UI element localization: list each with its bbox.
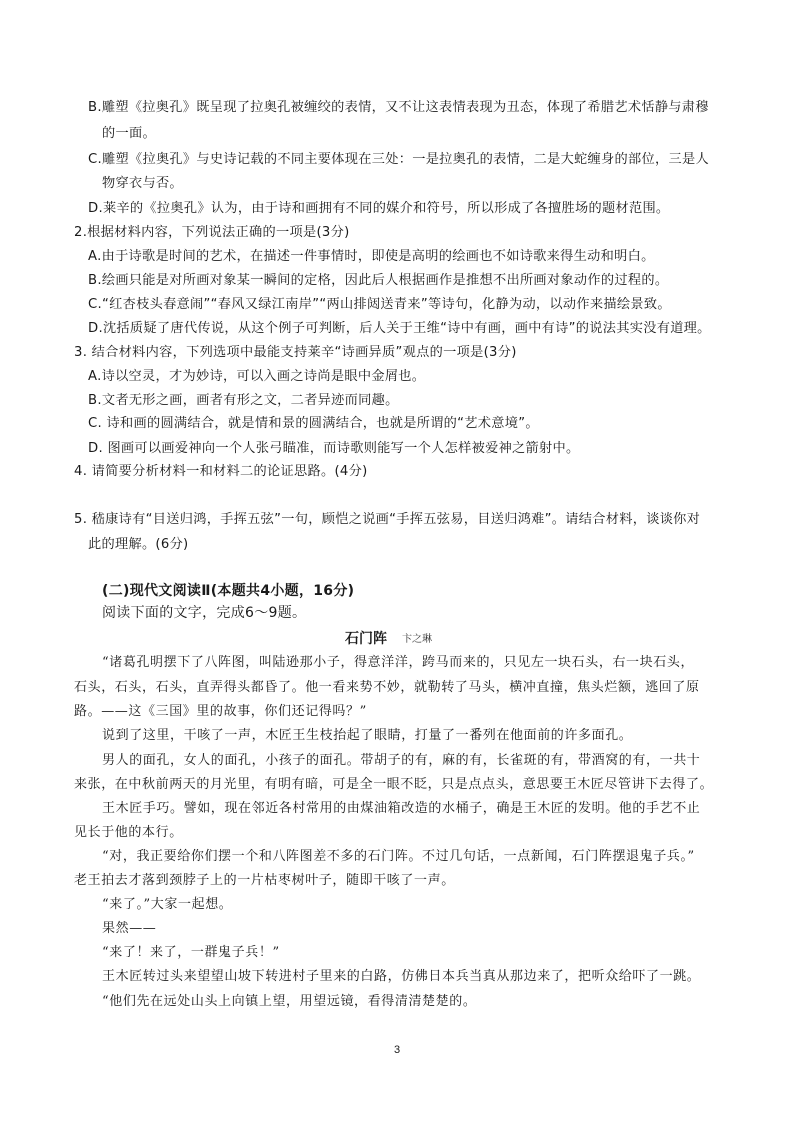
story-line: “来了。”大家一起想。 <box>102 897 233 912</box>
q1-option-b-line1: B.雕塑《拉奥孔》既呈现了拉奥孔被缠绞的表情，又不让这表情表现为丑态，体现了希腊艺术恬静与肃穆 <box>88 100 709 115</box>
story-line: “他们先在远处山头上向镇上望，用望远镜，看得清清楚楚的。 <box>102 994 477 1009</box>
story-line: 老王拍去才落到颈脖子上的一片枯枣树叶子，随即干咳了一声。 <box>74 873 455 888</box>
page-number: 3 <box>394 1044 401 1056</box>
story-title: 石门阵 <box>345 631 387 647</box>
story-line: 说到了这里，干咳了一声，木匠王生枝抬起了眼睛，打量了一番列在他面前的许多面孔。 <box>102 728 633 743</box>
section-heading: (二)现代文阅读Ⅱ(本题共4小题，16分) <box>102 583 355 599</box>
story-line: 路。——这《三国》里的故事，你们还记得吗？” <box>74 704 367 719</box>
q1-option-c-line1: C.雕塑《拉奥孔》与史诗记载的不同主要体现在三处：一是拉奥孔的表情，二是大蛇缠身的部位，三是人 <box>88 152 709 167</box>
story-line: 石头，石头，石头，直弄得头都昏了。他一看来势不妙，就勒转了马头，横冲直撞，焦头烂额，逃回了原 <box>74 680 700 695</box>
story-line: 王木匠手巧。譬如，现在邻近各村常用的由煤油箱改造的水桶子，确是王木匠的发明。他的手艺不止 <box>102 801 701 816</box>
q3-option-c: C. 诗和画的圆满结合，就是情和景的圆满结合，也就是所谓的“艺术意境”。 <box>88 416 539 431</box>
story-line: “诸葛孔明摆下了八阵图，叫陆逊那小子，得意洋洋，跨马而来的，只见左一块石头，右一块石头， <box>102 655 695 670</box>
story-line: “来了！来了，一群鬼子兵！” <box>102 945 280 960</box>
q2-option-c: C.“红杏枝头春意闹”“春风又绿江南岸”“两山排闼送青来”等诗句，化静为动，以动作来描绘景致。 <box>88 297 671 312</box>
story-line: 果然—— <box>102 921 157 936</box>
story-line: 王木匠转过头来望望山坡下转进村子里来的白路，仿佛日本兵当真从那边来了，把听众给吓了一跳。 <box>102 969 701 984</box>
q2-option-a: A.由于诗歌是时间的艺术，在描述一件事情时，即使是高明的绘画也不如诗歌来得生动和明白。 <box>88 249 655 264</box>
q3-stem: 3. 结合材料内容，下列选项中最能支持莱辛“诗画异质”观点的一项是(3分) <box>74 345 517 360</box>
q3-option-a: A.诗以空灵，才为妙诗，可以入画之诗尚是眼中金屑也。 <box>88 369 426 384</box>
q2-stem: 2.根据材料内容，下列说法正确的一项是(3分) <box>74 225 350 240</box>
story-author: 卞之琳 <box>402 634 432 645</box>
q3-option-b: B.文者无形之画，画者有形之文，二者异迹而同趣。 <box>88 393 399 408</box>
q4-stem: 4. 请简要分析材料一和材料二的论证思路。(4分) <box>74 464 368 479</box>
story-line: 男人的面孔，女人的面孔，小孩子的面孔。带胡子的有，麻的有，长雀斑的有，带酒窝的有，一共十 <box>102 753 701 768</box>
story-line: 来张，在中秋前两天的月光里，有明有暗，可是全一眼不眨，只是点点头，意思要王木匠尽管讲下去得了。 <box>74 777 714 792</box>
q2-option-b: B.绘画只能是对所画对象某一瞬间的定格，因此后人根据画作是推想不出所画对象动作的过程的。 <box>88 273 669 288</box>
q1-option-c-line2: 物穿衣与否。 <box>102 176 183 191</box>
section-instruction: 阅读下面的文字，完成6～9题。 <box>102 605 307 621</box>
story-line: “对，我正要给你们摆一个和八阵图差不多的石门阵。不过几句话，一点新闻，石门阵摆退鬼子兵。” <box>102 849 695 864</box>
q5-line1: 5. 嵇康诗有“目送归鸿，手挥五弦”一句，顾恺之说画“手挥五弦易，目送归鸿难”。请结合材料，谈谈你对 <box>74 512 701 527</box>
q1-option-d: D.莱辛的《拉奥孔》认为，由于诗和画拥有不同的媒介和符号，所以形成了各擅胜场的题材范围。 <box>88 201 670 216</box>
story-line: 见长于他的本行。 <box>74 825 183 840</box>
q1-option-b-line2: 的一面。 <box>102 126 156 141</box>
q3-option-d: D. 图画可以画爱神向一个人张弓瞄准，而诗歌则能写一个人怎样被爱神之箭射中。 <box>88 441 580 456</box>
q2-option-d: D.沈括质疑了唐代传说，从这个例子可判断，后人关于王维“诗中有画，画中有诗”的说法其实没有道理。 <box>88 321 711 336</box>
q5-line2: 此的理解。(6分) <box>88 537 189 552</box>
